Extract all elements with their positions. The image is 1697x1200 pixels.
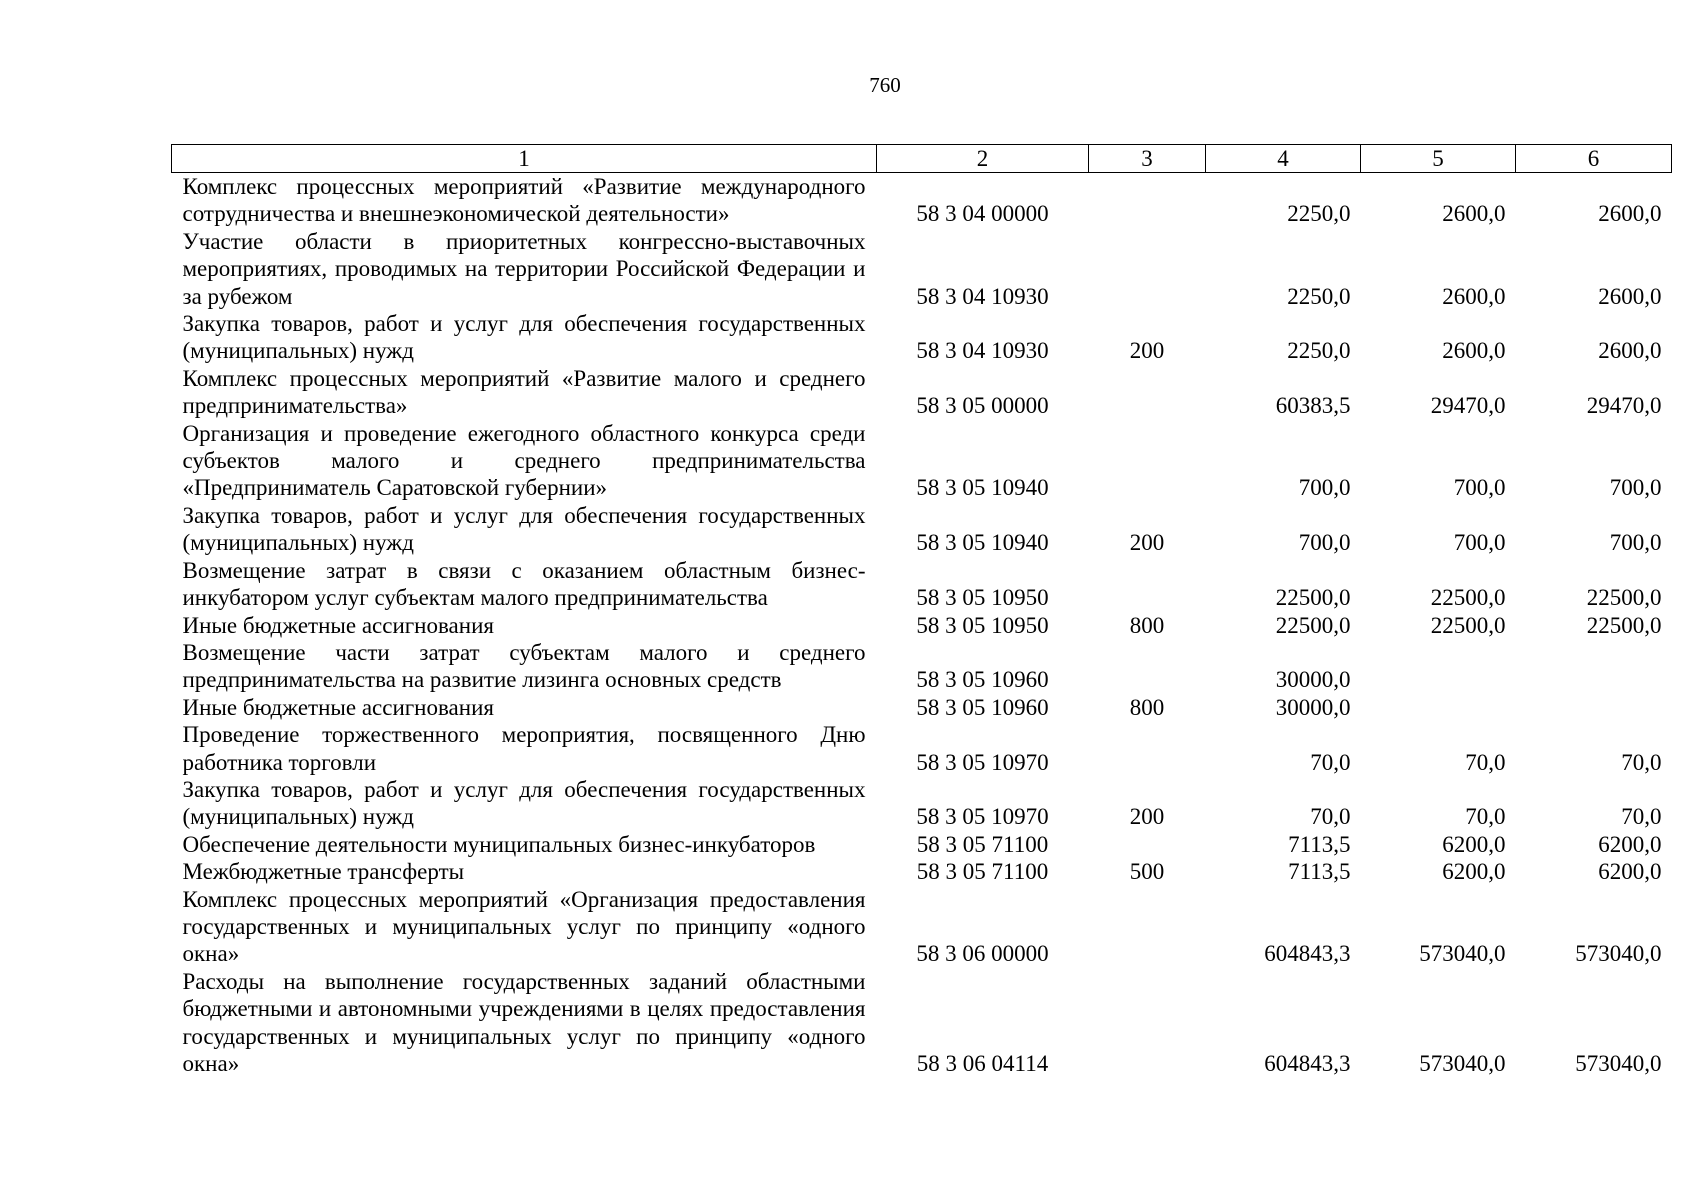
- amount-col-6: 22500,0: [1586, 585, 1662, 611]
- table-row: [172, 173, 1672, 228]
- target-code: 58 3 05 10940: [916, 530, 1049, 556]
- amount-col-6: 700,0: [1609, 530, 1662, 556]
- amount-col-5: 2600,0: [1442, 338, 1506, 364]
- amount-col-5: 22500,0: [1430, 585, 1506, 611]
- page-number: 760: [869, 73, 901, 97]
- budget-table: [171, 144, 1672, 1077]
- amount-col-4: 700,0: [1298, 475, 1351, 501]
- table-row: [172, 612, 1672, 639]
- item-name: Организация и проведение ежегодного областного конкурса среди субъектов малого и среднего предпринимательства «Предприниматель Саратовской губернии»: [182, 420, 866, 501]
- table-row: [172, 776, 1672, 831]
- expense-type: [1089, 831, 1206, 858]
- header-cell-5: 5: [1361, 145, 1516, 173]
- item-name: Закупка товаров, работ и услуг для обеспечения государственных (муниципальных) нужд: [182, 776, 866, 830]
- table-row: [172, 831, 1672, 858]
- amount-col-6: 2600,0: [1598, 338, 1662, 364]
- target-code: 58 3 05 71100: [916, 859, 1049, 885]
- item-name: Возмещение затрат в связи с оказанием областным бизнес-инкубатором услуг субъектам малого предпринимательства: [182, 557, 866, 611]
- amount-col-6: 70,0: [1621, 749, 1662, 775]
- item-name: Межбюджетные трансферты: [182, 859, 465, 885]
- item-name: Закупка товаров, работ и услуг для обеспечения государственных (муниципальных) нужд: [182, 311, 866, 364]
- target-code: 58 3 05 10950: [916, 612, 1049, 638]
- expense-type: 200: [1129, 804, 1165, 830]
- table-row: [172, 502, 1672, 557]
- target-code: 58 3 05 10950: [916, 585, 1049, 611]
- expense-type: [1089, 721, 1206, 776]
- amount-col-4: 30000,0: [1275, 694, 1351, 720]
- item-name: Комплекс процессных мероприятий «Организация предоставления государственных и муниципальных услуг по принципу «одного окна»: [182, 886, 866, 967]
- amount-col-5: 700,0: [1453, 475, 1506, 501]
- amount-col-5: [1361, 639, 1516, 694]
- amount-col-5: 29470,0: [1430, 393, 1506, 419]
- header-cell-2: 2: [877, 145, 1089, 173]
- amount-col-4: 7113,5: [1288, 831, 1351, 857]
- table-row: [172, 886, 1672, 968]
- table-row: [172, 858, 1672, 885]
- amount-col-4: 604843,3: [1264, 1051, 1351, 1076]
- target-code: 58 3 06 04114: [916, 1051, 1049, 1076]
- amount-col-5: 6200,0: [1442, 859, 1506, 885]
- amount-col-5: 22500,0: [1430, 612, 1506, 638]
- table-row: [172, 639, 1672, 694]
- amount-col-4: 2250,0: [1287, 338, 1351, 364]
- item-name: Комплекс процессных мероприятий «Развитие международного сотрудничества и внешнеэкономической деятельности»: [182, 174, 866, 227]
- expense-type: [1089, 639, 1206, 694]
- target-code: 58 3 05 10940: [916, 475, 1049, 501]
- amount-col-6: 70,0: [1621, 804, 1662, 830]
- amount-col-6: 2600,0: [1598, 283, 1662, 309]
- amount-col-4: 700,0: [1298, 530, 1351, 556]
- amount-col-4: 604843,3: [1264, 941, 1351, 967]
- amount-col-6: [1516, 694, 1672, 721]
- amount-col-5: 2600,0: [1442, 201, 1506, 227]
- header-row: [172, 145, 1672, 173]
- target-code: 58 3 04 10930: [916, 338, 1049, 364]
- expense-type: [1089, 968, 1206, 1078]
- target-code: 58 3 04 00000: [916, 201, 1049, 227]
- amount-col-6: 29470,0: [1586, 393, 1662, 419]
- amount-col-6: 2600,0: [1598, 201, 1662, 227]
- expense-type: [1089, 365, 1206, 420]
- amount-col-6: 6200,0: [1598, 859, 1662, 885]
- amount-col-6: 573040,0: [1575, 1051, 1662, 1076]
- amount-col-4: 22500,0: [1275, 585, 1351, 611]
- target-code: 58 3 05 10970: [916, 749, 1049, 775]
- amount-col-4: 30000,0: [1275, 667, 1351, 693]
- target-code: 58 3 05 10970: [916, 804, 1049, 830]
- item-name: Иные бюджетные ассигнования: [182, 694, 494, 720]
- amount-col-5: 2600,0: [1442, 283, 1506, 309]
- amount-col-5: 573040,0: [1419, 1051, 1506, 1076]
- amount-col-6: [1516, 639, 1672, 694]
- item-name: Иные бюджетные ассигнования: [182, 612, 494, 638]
- expense-type: [1089, 173, 1206, 228]
- amount-col-5: 6200,0: [1442, 831, 1506, 857]
- item-name: Участие области в приоритетных конгрессно-выставочных мероприятиях, проводимых на территории Российской Федерации и за рубежом: [182, 228, 866, 309]
- amount-col-4: 22500,0: [1275, 612, 1351, 638]
- amount-col-6: 22500,0: [1586, 612, 1662, 638]
- header-cell-6: 6: [1516, 145, 1672, 173]
- header-cell-4: 4: [1206, 145, 1361, 173]
- item-name: Комплекс процессных мероприятий «Развитие малого и среднего предпринимательства»: [182, 365, 866, 419]
- item-name: Закупка товаров, работ и услуг для обеспечения государственных (муниципальных) нужд: [182, 502, 866, 556]
- expense-type: 200: [1129, 338, 1165, 364]
- expense-type: 200: [1129, 530, 1165, 556]
- table-row: [172, 557, 1672, 612]
- table-row: [172, 968, 1672, 1078]
- amount-col-4: 60383,5: [1275, 393, 1351, 419]
- expense-type: [1089, 886, 1206, 968]
- amount-col-5: 573040,0: [1419, 941, 1506, 967]
- amount-col-4: 2250,0: [1287, 283, 1351, 309]
- amount-col-5: 70,0: [1465, 749, 1506, 775]
- amount-col-4: 7113,5: [1288, 859, 1351, 885]
- expense-type: 500: [1129, 859, 1165, 885]
- item-name: Возмещение части затрат субъектам малого и среднего предпринимательства на развитие лизинга основных средств: [182, 639, 866, 693]
- table-row: [172, 310, 1672, 365]
- target-code: 58 3 05 10960: [916, 694, 1049, 720]
- target-code: 58 3 05 00000: [916, 393, 1049, 419]
- item-name: Расходы на выполнение государственных заданий областными бюджетными и автономными учреждениями в целях предоставления государственных и муниципальных услуг по принципу «одного окна»: [182, 968, 866, 1076]
- table-row: [172, 365, 1672, 420]
- expense-type: 800: [1129, 612, 1165, 638]
- header-cell-1: 1: [172, 145, 877, 173]
- amount-col-4: 2250,0: [1287, 201, 1351, 227]
- expense-type: [1089, 420, 1206, 502]
- item-name: Обеспечение деятельности муниципальных бизнес-инкубаторов: [182, 831, 816, 857]
- table-row: [172, 228, 1672, 310]
- amount-col-4: 70,0: [1310, 749, 1351, 775]
- amount-col-6: 573040,0: [1575, 941, 1662, 967]
- expense-type: [1089, 228, 1206, 310]
- expense-type: [1089, 557, 1206, 612]
- amount-col-5: [1361, 694, 1516, 721]
- target-code: 58 3 06 00000: [916, 941, 1049, 967]
- table-row: [172, 721, 1672, 776]
- amount-col-6: 6200,0: [1598, 831, 1662, 857]
- target-code: 58 3 05 71100: [916, 831, 1049, 857]
- table-row: [172, 694, 1672, 721]
- amount-col-5: 700,0: [1453, 530, 1506, 556]
- header-cell-3: 3: [1089, 145, 1206, 173]
- item-name: Проведение торжественного мероприятия, посвященного Дню работника торговли: [182, 722, 866, 775]
- table-row: [172, 420, 1672, 502]
- amount-col-5: 70,0: [1465, 804, 1506, 830]
- target-code: 58 3 04 10930: [916, 283, 1049, 309]
- amount-col-6: 700,0: [1609, 475, 1662, 501]
- amount-col-4: 70,0: [1310, 804, 1351, 830]
- target-code: 58 3 05 10960: [916, 667, 1049, 693]
- expense-type: 800: [1129, 694, 1165, 720]
